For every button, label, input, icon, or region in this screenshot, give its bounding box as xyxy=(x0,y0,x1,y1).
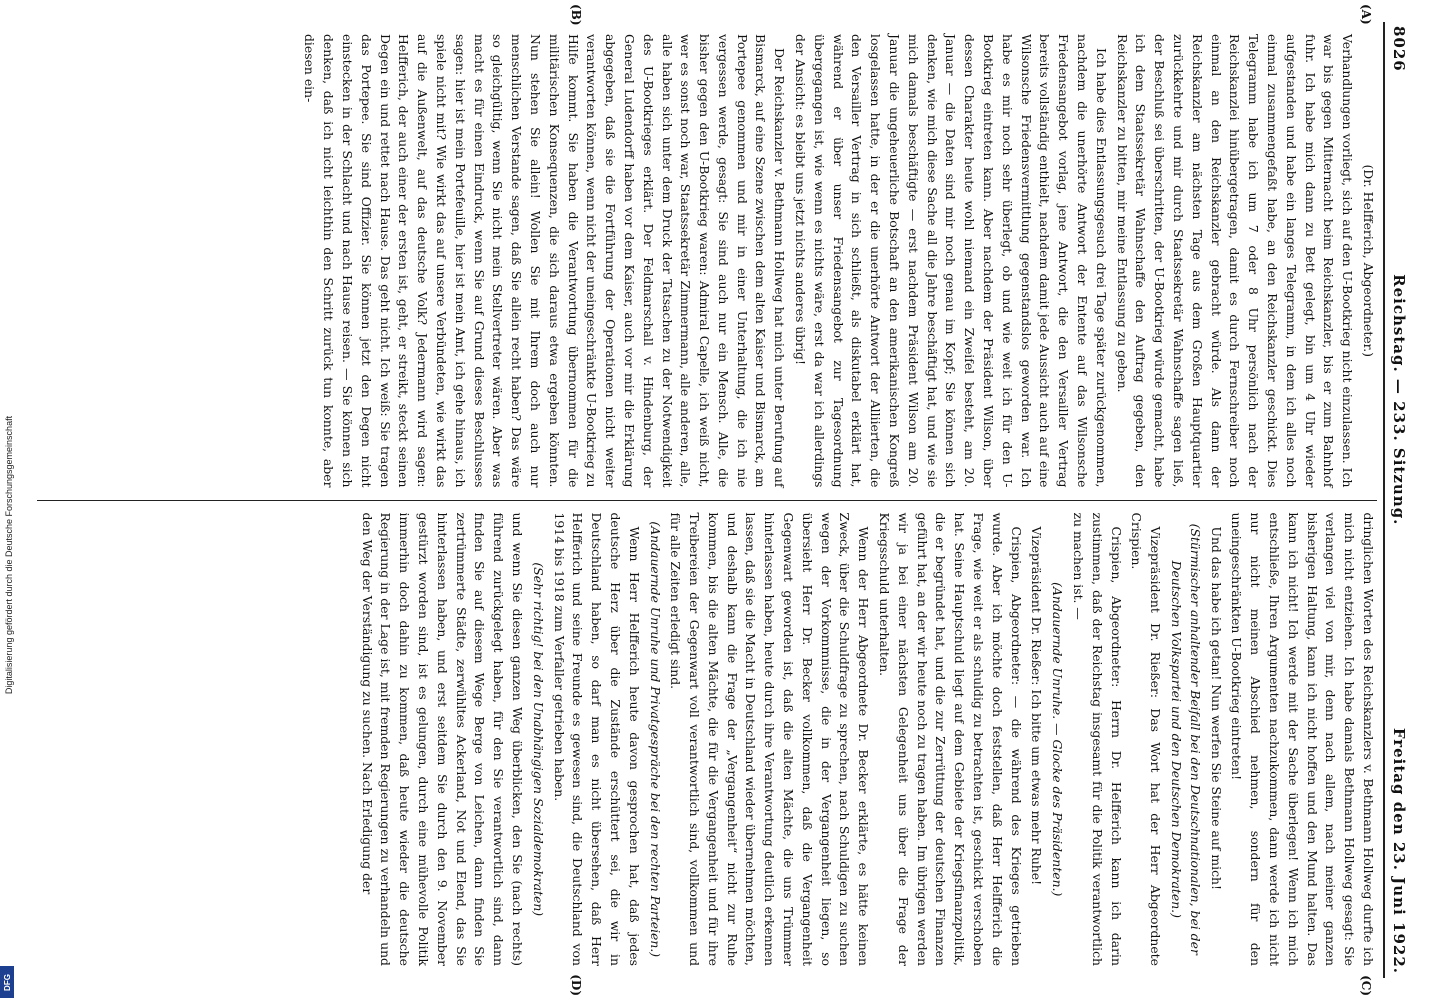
digitization-credit-text: Digitalisierung gefördert durch die Deutsche Forschungsgemeinschaft xyxy=(4,415,14,695)
paragraph: Und das habe ich getan! Nun werfen Sie Steine auf mich! xyxy=(1208,526,1224,891)
paragraph: dringlichen Worten des Reichskanzlers v. Bethmann Hollweg durfte ich mich nicht entziehen. Ich habe damals Bethmann Hollweg gesagt: Sie verlangen viel von mir, denn nach allem, nach meiner ganzen bisherigen Haltung, kann ich nicht hoffen und den Mund halten. Das kann ich nicht! Ich werde mit der Sache überlegen! Wenn ich mich entschließe, Ihren Argumenten nachzukommen, dann werde ich nicht nur nicht meinen Abschied nehmen, sondern für den uneingeschränkten U-Bootkrieg eintreten! xyxy=(1229,512,1376,966)
paragraph: Crispien, Abgeordneter: — die während des Krieges getrieben wurde. Aber ich möchte doch feststellen, daß Herr Helfferich die Frage, wie weit er als schuldig zu betrachten ist, geschickt verschoben hat. Seine Hauptschuld liegt auf dem Gebiete der Kriegsfinanzpolitik, die er begründet hat, und die zur Zerrüttung der deutschen Finanzen geführt hat, an der wir heute noch zu tragen haben. Im übrigen werden wir ja bei einer nächsten Gelegenheit uns über die Frage der Kriegsschuld unterhalten. xyxy=(877,512,1024,966)
paragraph: Ich habe dies Entlassungsgesuch drei Tage später zurückgenommen, nachdem die unerhörte Antwort der Entente auf das Wilsonsche Friedensangebot vorlag, jene Antwort, die den Versailler Vertrag bereits vollständig enthielt, nachdem damit jede Aussicht auch auf eine Wilsonsche Friedensvermittlung gegenstandslos geworden war. Ich habe es mir noch sehr überlegt, ob und wie weit ich für den U-Bootkrieg eintreten kann. Aber nachdem der Präsident Wilson, über dessen Charakter heute wohl niemand ein Zweifel besteht, am 20. Januar — die Daten sind mir noch genau im Kopf; Sie können sich denken, wie mich diese Sache all die Jahre beschäftigt hat, und wie sie mich damals beschäftigte — erst nachdem Präsident Wilson am 20. Januar die ungeheuerliche Botschaft an den amerikanischen Kongreß losgelassen hatte, in der er die unerhörte Antwort der Alliierten, die den Versailler Vertrag in sich schließt, als diskutabel erklärt hat, während er über unser Friedensangebot zur Tagesordnung übergegangen ist, wie wenn es nichts wäre, erst da war ich allerdings der Ansicht: es bleibt uns jetzt nichts anderes übrig! xyxy=(793,34,1109,488)
speaker-tag: (Dr. Helfferich, Abgeordneter.) xyxy=(1361,164,1376,358)
paragraph: und wenn Sie diesen ganzen Weg überblicken, den Sie (nach rechts) führend zurückgelegt haben, für den Sie verantwortlich sind, dann finden Sie auf diesem Wege Berge von Leichen, dann finden Sie zertrümmerte Städte, zerwühltes Ackerland, Not und Elend, das Sie hinterlassen haben, und erst seitdem Sie durch den 9. November gestürzt worden sind, ist es gelungen, durch eine mühevolle Politik immerhin doch dahin zu kommen, daß heute wieder die deutsche Regierung in der Lage ist, mit fremden Regierungen zu verhandeln und den Weg der Verständigung zu suchen. Nach Erledigung der xyxy=(359,512,525,966)
paragraph: Vizepräsident Dr. Rießer: Das Wort hat der Herr Abgeordnete Crispien. xyxy=(1129,512,1164,966)
page-date: Freitag den 23. Juni 1922. xyxy=(1390,727,1408,974)
stage-direction: (Andauernde Unruhe und Privatgespräche bei den rechten Parteien.) xyxy=(647,521,663,958)
margin-mark-c: (C) xyxy=(1359,975,1373,996)
scanned-page xyxy=(12,0,1422,1000)
page-number: 8026 xyxy=(1390,26,1408,72)
paragraph: Vizepräsident Dr. Rießer: Ich bitte um etwas mehr Ruhe! xyxy=(1029,526,1045,886)
dfg-logo-text: DFG xyxy=(2,973,12,991)
right-column xyxy=(37,501,1377,979)
stage-direction: (Sehr richtig! bei den Unabhängigen Sozialdemokraten) xyxy=(530,562,546,917)
text-columns xyxy=(37,4,1383,996)
stage-direction: (Stürmischer anhaltender Beifall bei den Deutschnationalen, bei der Deutschen Volkspartei und den Deutschen Demokraten.) xyxy=(1169,523,1203,955)
paragraph: Wenn der Herr Abgeordnete Dr. Becker erklärte, es hätte keinen Zweck, über die Schuldfrage zu sprechen, nach Schuldigen zu suchen wegen der Vorkommnisse, die in der Vergangenheit liegen, so übersieht Herr Dr. Becker vollkommen, daß die Vergangenheit Gegenwart geworden ist, daß die alten Mächte, die uns Trümmer hinterlassen haben, heute durch ihre Verantwortung deutlich erkennen lassen, daß sie die Macht in Deutschland wieder übernehmen möchten, und deshalb kann die Frage der „Vergangenheit“ nicht zur Ruhe kommen, bis die alten Mächte, die für die Vergangenheit und für ihre Treibereien der Gegenwart voll verantwortlich sind, vollkommen und für alle Zeiten erledigt sind. xyxy=(668,512,872,966)
page-header xyxy=(1383,22,1410,978)
paragraph: Wenn Herr Helfferich heute davon gesprochen hat, daß jedes deutsche Herz über die Zustände erschüttert sei, die wir in Deutschland haben, so darf man es nicht übersehen, daß Herr Helfferich und seine Freunde es gewesen sind, die Deutschland von 1914 bis 1918 zum Verfaller getrieben haben. xyxy=(551,512,642,966)
paragraph: Verhandlungen vorliegt, sich auf den U-Bootkrieg nicht einzulassen. Ich war bis gegen Mitternacht beim Reichskanzler, bis er zum Bahnhof fuhr. Ich habe mich dann zu Bett gelegt, bin um 4 Uhr wieder aufgestanden und habe ein langes Telegramm, in dem ich alles noch einmal zusammengefaßt habe, an den Reichskanzler geschickt. Dies Telegramm habe ich um 7 oder 8 Uhr persönlich nach der Reichskanzlei hinübergetragen, damit es durch Fernschreiber noch einmal an den Reichskanzler gebracht würde. Als dann der Reichskanzler am nächsten Tage aus dem Großen Hauptquartier zurückkehrte und mir durch Staatssekretär Wahnschaffe sagen ließ, der Beschluß sei überschritten, der U-Bootkrieg würde gemacht, habe ich dem Staatssekretär Wahnschaffe den Auftrag gegeben, den Reichskanzler zu bitten, mir meine Entlassung zu geben. xyxy=(1114,34,1356,488)
paragraph: Crispien, Abgeordneter: Herrn Dr. Helfferich kann ich darin zustimmen, daß der Reichstag insgesamt für die Politik verantwortlich zu machen ist. — xyxy=(1071,512,1124,966)
left-column xyxy=(37,22,1377,500)
stage-direction: (Andauernde Unruhe. — Glocke des Präsidenten.) xyxy=(1050,582,1066,897)
margin-mark-a: (A) xyxy=(1359,4,1373,25)
paragraph: Der Reichskanzler v. Bethmann Hollweg hat mich unter Berufung auf Bismarck, auf eine Szene zwischen dem alten Kaiser und Bismarck, am Portepee genommen und mir in einer Unterhaltung, die ich nie vergessen werde, gesagt: Sie sind auch nur ein Mensch. Alle, die bisher gegen den U-Bootkrieg waren: Admiral Capelle, ich weiß nicht, wer es sonst noch war, Staatssekretär Zimmermann, alle anderen, alle, alle haben sich unter dem Druck der Tatsachen zu der Notwendigkeit des U-Bootkrieges erklärt. Der Feldmarschall v. Hindenburg, der General Ludendorff haben vor dem Kaiser, auch vor mir die Erklärung abgegeben, daß sie die Fortführung der Operationen nicht weiter verantworten können, wenn nicht der uneingeschränkte U-Bootkrieg zu Hilfe kommt. Sie haben die Verantwortung übernommen für die militärischen Konsequenzen, die sich daraus etwa ergeben könnten. Nun stehen Sie allein! Wollen Sie mit Ihrem doch auch nur menschlichen Verstande sagen, daß Sie allein recht haben? Das wäre so gleichgültig, wenn Sie nicht mein Stellvertreter wären. Aber was macht es für einen Eindruck, wenn Sie auf Grund dieses Beschlusses sagen: hier ist mein Portefeuille, hier ist mein Amt, ich gehe hinaus, ich spiele nicht mit? Wie wirkt das auf unsere Verbündeten, wie wirkt das auf die Außenwelt, auf das deutsche Volk? Jedermann wird sagen: Helfferich, der auch einer der ersten ist, geht, er streikt, steckt seinen Degen ein und rettet nach Hause. Das geht nicht. Ich weiß: Sie tragen das Portepee. Sie sind Offizier. Sie können jetzt den Degen nicht einstecken in der Schlacht und nach Hause reisen. — Sie können sich denken, daß ich nicht leichthin den Schritt zurück tun konnte, aber diesen ein- xyxy=(302,34,788,488)
page-title: Reichstag. — 233. Sitzung. xyxy=(1390,274,1408,526)
margin-mark-d: (D) xyxy=(569,974,583,996)
margin-mark-b: (B) xyxy=(569,4,583,26)
